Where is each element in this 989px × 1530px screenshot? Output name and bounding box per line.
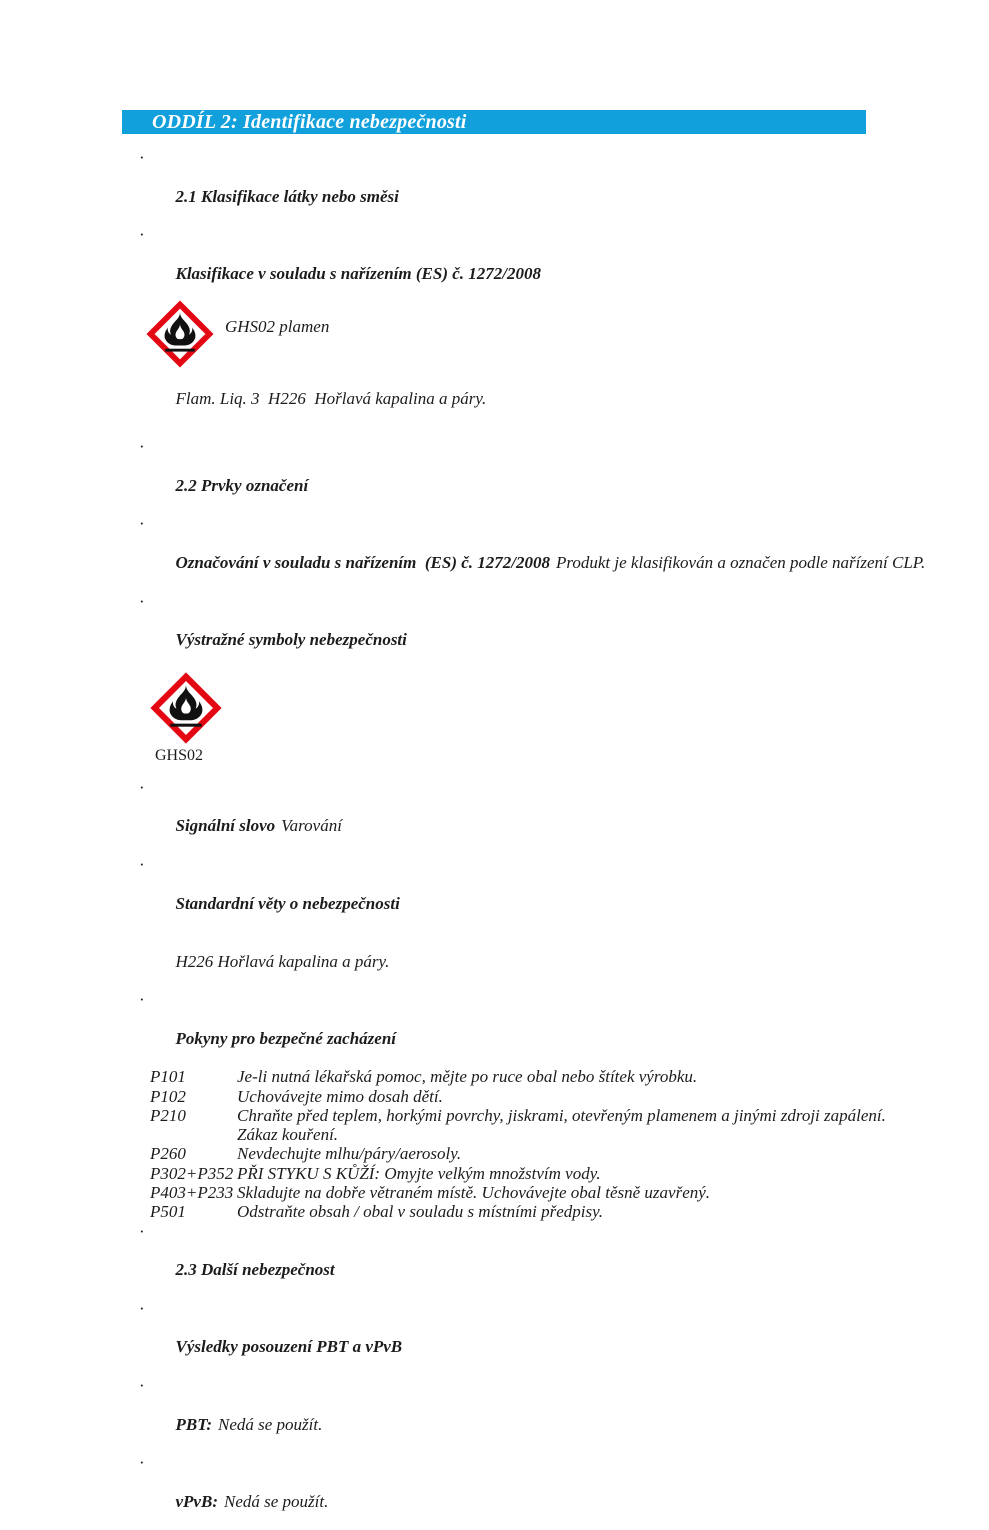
precautionary-heading-label: Pokyny pro bezpečné zacházení [175, 1028, 397, 1048]
p-text: Skladujte na dobře větraném místě. Uchovávejte obal těsně uzavřený. [237, 1183, 711, 1203]
hazard-statements-heading [122, 855, 866, 932]
p-code: P101 [150, 1067, 186, 1087]
bullet: · [139, 148, 145, 167]
bullet: · [139, 591, 145, 611]
pictogram-caption: GHS02 [155, 746, 204, 764]
pbt-label: PBT: [175, 1414, 213, 1434]
p-code: P102 [150, 1086, 186, 1106]
classification-pictogram-row [148, 302, 866, 366]
labelling-heading: Označování v souladu s nařízením (ES) č. 1272/2008 [175, 553, 551, 573]
p-text: Nevdechujte mlhu/páry/aerosoly. [237, 1144, 462, 1164]
p-text: Uchovávejte mimo dosah dětí. [237, 1086, 443, 1106]
p-statement-row [122, 1105, 886, 1145]
heading-clp-classification [122, 225, 866, 302]
p-code: P210 [150, 1105, 186, 1125]
labelling-line [122, 514, 926, 591]
hazard-symbols-label: Výstražné symboly nebezpečnosti [175, 630, 407, 650]
bullet: · [139, 1221, 145, 1241]
bullet: · [139, 1298, 145, 1318]
vpvb-line [122, 1453, 866, 1530]
p-code: P501 [150, 1202, 186, 1222]
p-statement-row [122, 1067, 866, 1086]
bullet: · [139, 777, 145, 797]
clp-classification-label: Klasifikace v souladu s nařízením (ES) č. 1272/2008 [175, 263, 542, 283]
section-2-content [122, 110, 926, 1530]
pbt-value: Nedá se použít. [218, 1414, 323, 1434]
hazard-symbols-heading [122, 592, 866, 669]
p-statement-row [122, 1183, 866, 1202]
bullet: · [139, 514, 145, 534]
p-statement-row [122, 1087, 866, 1106]
p-code: P403+P233 [150, 1183, 234, 1203]
classification-result-text: Flam. Liq. 3 H226 Hořlavá kapalina a páry. [175, 388, 487, 408]
heading-2-1-label: 2.1 Klasifikace látky nebo směsi [175, 186, 399, 206]
ghs02-flame-pictogram-icon [152, 674, 220, 742]
p-text: Odstraňte obsah / obal v souladu s místními předpisy. [237, 1202, 603, 1222]
vpvb-value: Nedá se použít. [223, 1491, 329, 1511]
pbt-results-heading [122, 1299, 866, 1376]
heading-2-3-label: 2.3 Další nebezpečnost [175, 1260, 335, 1280]
ghs02-flame-pictogram-icon [148, 302, 212, 366]
bullet: · [139, 990, 145, 1010]
bullet: · [139, 225, 145, 245]
hazard-statement-line [122, 932, 866, 990]
label-pictogram-block [152, 674, 866, 765]
pbt-results-label: Výsledky posouzení PBT a vPvB [175, 1337, 403, 1357]
bullet: · [139, 1376, 145, 1396]
bullet: · [139, 437, 145, 457]
heading-2-2 [122, 437, 866, 514]
pictogram-label: GHS02 plamen [225, 317, 330, 337]
signal-word-value: Varování [281, 816, 342, 836]
p-code: P302+P352 [150, 1163, 234, 1183]
signal-word-line [122, 778, 866, 855]
heading-2-3 [122, 1222, 866, 1299]
section-header-bar [122, 110, 866, 134]
heading-2-1 [122, 148, 866, 225]
classification-result-line [122, 369, 866, 427]
section-title: ODDÍL 2: Identifikace nebezpečnosti [152, 110, 467, 133]
p-statement-row [122, 1202, 866, 1221]
vpvb-label: vPvB: [175, 1491, 218, 1511]
heading-2-2-label: 2.2 Prvky označení [175, 475, 309, 495]
p-statement-row [122, 1144, 866, 1163]
p-text-line2: Zákaz kouření. [237, 1125, 339, 1145]
pbt-line [122, 1376, 866, 1453]
p-statement-row [122, 1164, 866, 1183]
p-text: Je-li nutná lékařská pomoc, mějte po ruce obal nebo štítek výrobku. [237, 1067, 698, 1087]
p-text: Chraňte před teplem, horkými povrchy, jiskrami, otevřeným plamenem a jinými zdroji zapálení. [237, 1105, 886, 1125]
labelling-text: Produkt je klasifikován a označen podle nařízení CLP. [556, 553, 926, 573]
signal-word-label: Signální slovo [175, 816, 276, 836]
p-text: PŘI STYKU S KŮŽÍ: Omyjte velkým množstvím vody. [237, 1163, 601, 1183]
hazard-statement-text: H226 Hořlavá kapalina a páry. [175, 951, 390, 971]
bullet: · [139, 1453, 145, 1473]
bullet: · [139, 855, 145, 875]
precautionary-heading [122, 990, 866, 1067]
hazard-statements-label: Standardní věty o nebezpečnosti [175, 893, 400, 913]
p-code: P260 [150, 1144, 186, 1164]
